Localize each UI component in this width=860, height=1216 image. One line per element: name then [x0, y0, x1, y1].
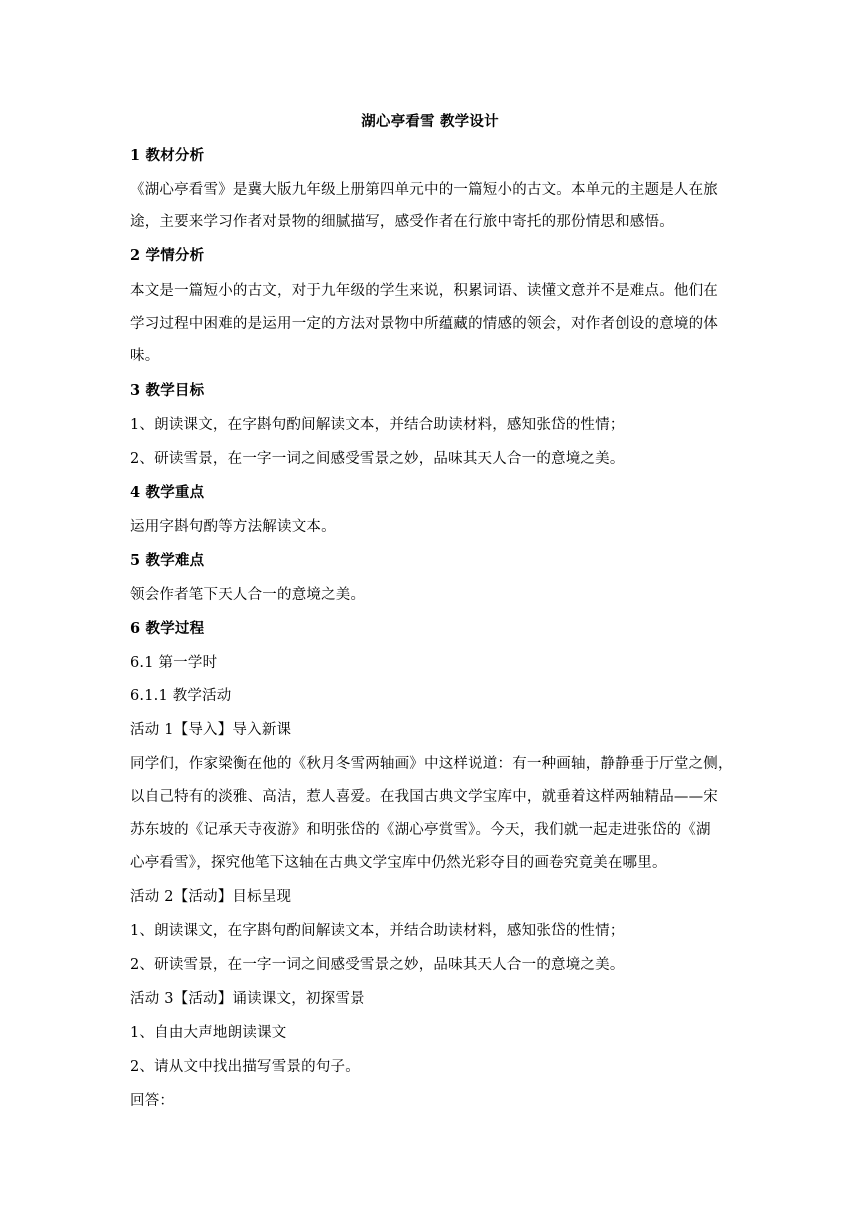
paragraph-line: 途，主要来学习作者对景物的细腻描写，感受作者在行旅中寄托的那份情思和感悟。 — [130, 214, 674, 230]
section-heading-3: 3 教学目标 — [130, 382, 205, 399]
paragraph-line: 以自己特有的淡雅、高洁，惹人喜爱。在我国古典文学宝库中，就垂着这样两轴精品——宋 — [130, 789, 718, 805]
section-heading-4: 4 教学重点 — [130, 484, 205, 501]
paragraph-line: 苏东坡的《记承天寺夜游》和明张岱的《湖心亭赏雪》。今天，我们就一起走进张岱的《湖 — [130, 822, 711, 838]
activity-title: 活动 1【导入】导入新课 — [130, 722, 292, 738]
section-heading-6: 6 教学过程 — [130, 620, 205, 637]
list-item: 1、朗读课文，在字斟句酌间解读文本，并结合助读材料，感知张岱的性情； — [130, 417, 625, 433]
activity-title: 活动 2【活动】目标呈现 — [130, 889, 292, 905]
paragraph-line: 味。 — [130, 348, 160, 364]
paragraph-line: 本文是一篇短小的古文，对于九年级的学生来说，积累词语、读懂文意并不是难点。他们在 — [130, 283, 718, 299]
paragraph-line: 运用字斟句酌等方法解读文本。 — [130, 519, 336, 535]
list-item: 2、请从文中找出描写雪景的句子。 — [130, 1059, 360, 1075]
subsection-heading: 6.1 第一学时 — [130, 655, 218, 671]
activity-title: 活动 3【活动】诵读课文，初探雪景 — [130, 991, 365, 1007]
subsection-heading: 6.1.1 教学活动 — [130, 688, 232, 704]
section-heading-1: 1 教材分析 — [130, 147, 205, 164]
section-heading-2: 2 学情分析 — [130, 247, 205, 264]
list-item: 2、研读雪景，在一字一词之间感受雪景之妙，品味其天人合一的意境之美。 — [130, 451, 625, 467]
section-heading-5: 5 教学难点 — [130, 552, 205, 569]
paragraph-line: 学习过程中困难的是运用一定的方法对景物中所蕴藏的情感的领会，对作者创设的意境的体 — [130, 316, 718, 332]
document-title: 湖心亭看雪 教学设计 — [361, 113, 499, 130]
answer-label: 回答： — [130, 1093, 175, 1109]
list-item: 1、朗读课文，在字斟句酌间解读文本，并结合助读材料，感知张岱的性情； — [130, 923, 625, 939]
paragraph-line: 同学们，作家梁衡在他的《秋月冬雪两轴画》中这样说道：有一种画轴，静静垂于厅堂之侧， — [130, 756, 733, 772]
paragraph-line: 领会作者笔下天人合一的意境之美。 — [130, 587, 366, 603]
list-item: 1、自由大声地朗读课文 — [130, 1025, 287, 1041]
list-item: 2、研读雪景，在一字一词之间感受雪景之妙，品味其天人合一的意境之美。 — [130, 957, 625, 973]
paragraph-line: 《湖心亭看雪》是冀大版九年级上册第四单元中的一篇短小的古文。本单元的主题是人在旅 — [130, 182, 718, 198]
paragraph-line: 心亭看雪》，探究他笔下这轴在古典文学宝库中仍然光彩夺目的画卷究竟美在哪里。 — [130, 855, 667, 871]
